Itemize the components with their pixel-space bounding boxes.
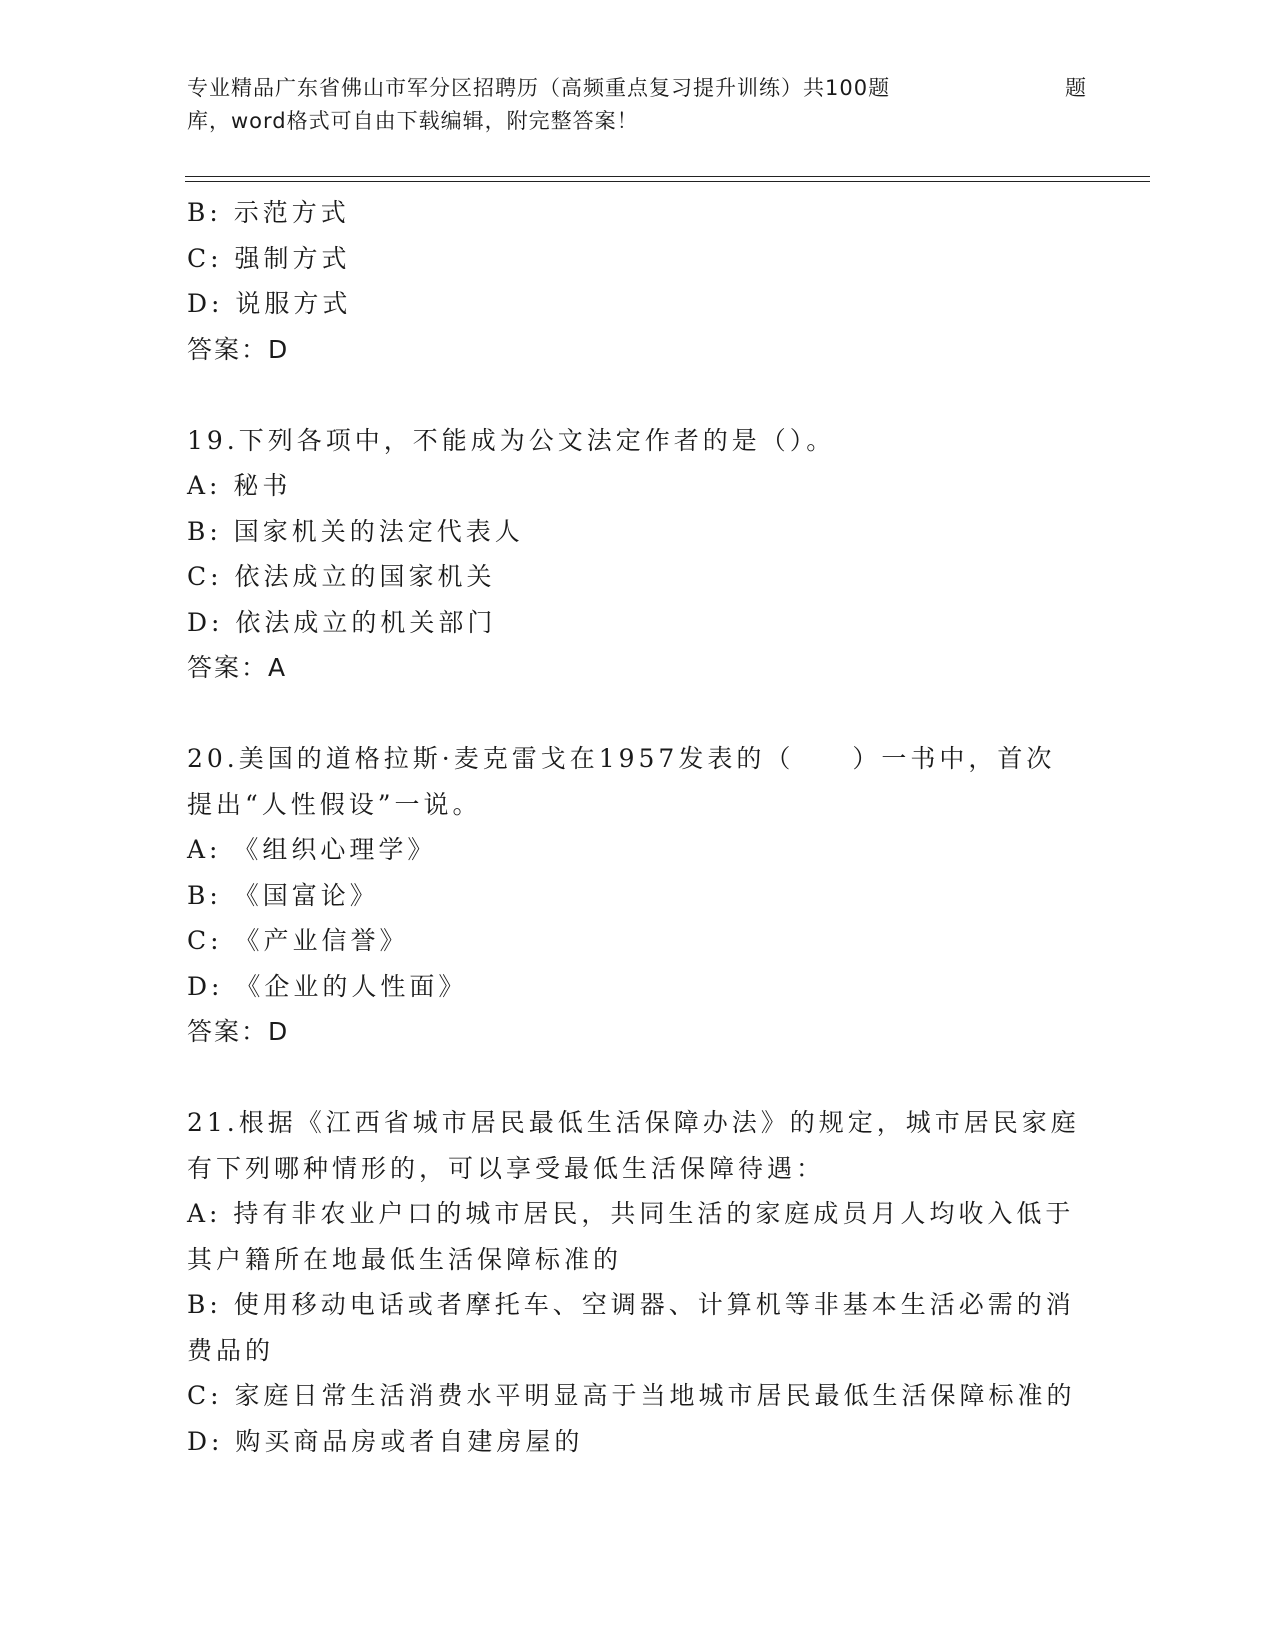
header-line-1 bbox=[187, 72, 1087, 105]
question-21 bbox=[187, 1100, 1087, 1464]
option-b: B: 《国富论》 bbox=[187, 880, 379, 910]
answer: 答案：D bbox=[187, 334, 290, 364]
answer: 答案：D bbox=[187, 1017, 290, 1046]
option-a-line-2: 其户籍所在地最低生活保障标准的 bbox=[187, 1244, 623, 1274]
option-a-line-1: A: 持有非农业户口的城市居民，共同生活的家庭成员月人均收入低于 bbox=[187, 1199, 1075, 1228]
option-a: A: 秘书 bbox=[187, 471, 292, 500]
question-18-tail bbox=[187, 190, 1087, 372]
option-c: C: 《产业信誉》 bbox=[187, 926, 409, 955]
option-c: C: 强制方式 bbox=[187, 243, 351, 273]
question-19 bbox=[187, 418, 1087, 691]
option-b: B: 示范方式 bbox=[187, 198, 350, 227]
option-b-line-1: B: 使用移动电话或者摩托车、空调器、计算机等非基本生活必需的消 bbox=[187, 1290, 1075, 1319]
option-b-line-2: 费品的 bbox=[187, 1335, 275, 1365]
option-d: D: 说服方式 bbox=[187, 289, 352, 318]
option-b: B: 国家机关的法定代表人 bbox=[187, 516, 524, 546]
header-divider-top bbox=[185, 176, 1150, 177]
header-title-wrap: 题 bbox=[1065, 76, 1087, 100]
option-d: D: 《企业的人性面》 bbox=[187, 971, 468, 1001]
question-list bbox=[187, 190, 1087, 1464]
option-c: C: 家庭日常生活消费水平明显高于当地城市居民最低生活保障标准的 bbox=[187, 1381, 1076, 1410]
answer: 答案：A bbox=[187, 653, 288, 682]
question-stem: 19.下列各项中，不能成为公文法定作者的是（）。 bbox=[187, 425, 836, 455]
question-stem-line-2: 提出“人性假设”一说。 bbox=[187, 789, 482, 819]
header-divider-bottom bbox=[185, 181, 1150, 182]
option-d: D: 购买商品房或者自建房屋的 bbox=[187, 1426, 584, 1456]
question-stem-line-1: 20.美国的道格拉斯·麦克雷戈在1957发表的（ ）一书中，首次 bbox=[187, 744, 1056, 773]
header-title: 专业精品广东省佛山市军分区招聘历（高频重点复习提升训练）共100题 bbox=[187, 76, 891, 100]
question-stem-line-2: 有下列哪种情形的，可以享受最低生活保障待遇： bbox=[187, 1153, 826, 1183]
option-c: C: 依法成立的国家机关 bbox=[187, 562, 496, 591]
question-stem-line-1: 21.根据《江西省城市居民最低生活保障办法》的规定，城市居民家庭 bbox=[187, 1108, 1080, 1137]
header-line-2: 库，word格式可自由下载编辑，附完整答案！ bbox=[187, 109, 639, 133]
option-a: A: 《组织心理学》 bbox=[187, 835, 437, 864]
page-header bbox=[187, 72, 1087, 138]
option-d: D: 依法成立的机关部门 bbox=[187, 607, 497, 637]
question-20 bbox=[187, 736, 1087, 1055]
